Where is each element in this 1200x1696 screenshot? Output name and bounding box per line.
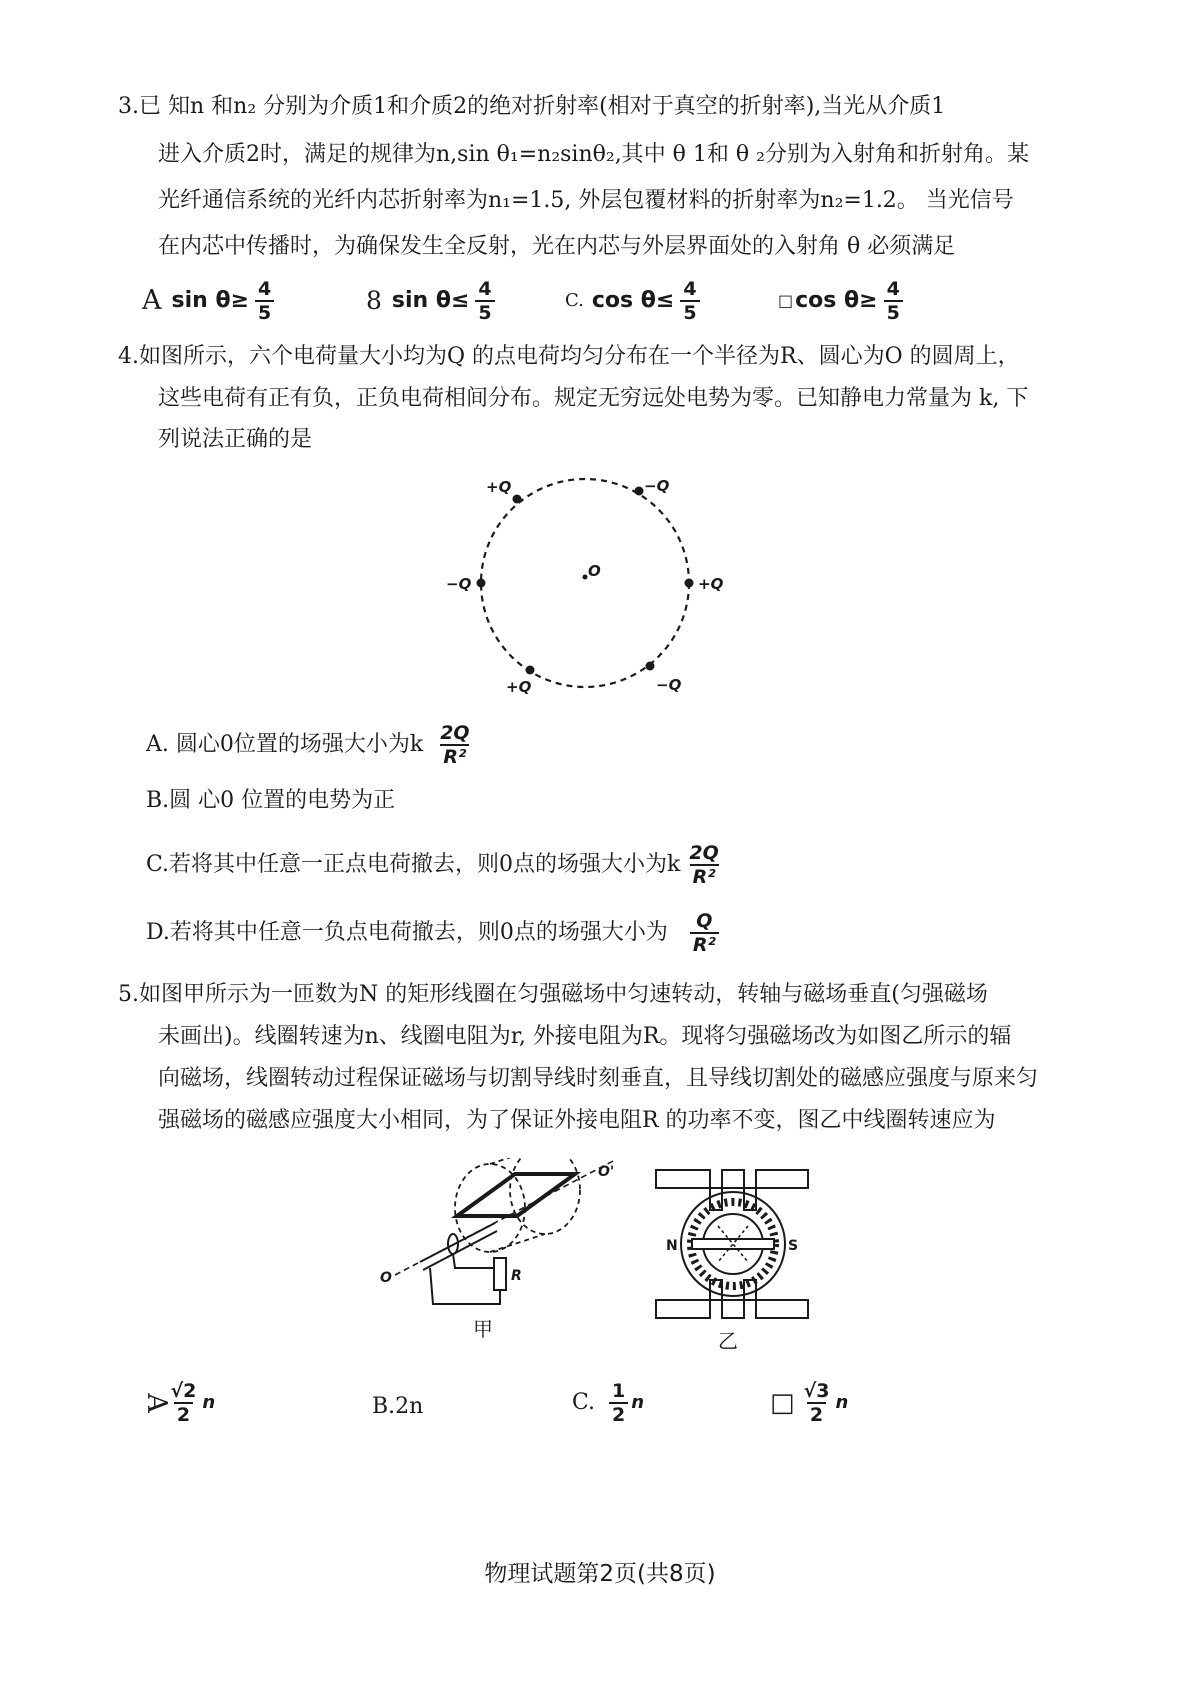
- q5-option-c[interactable]: [572, 1380, 644, 1426]
- fraction: $\frac{1}{2}$: [609, 1380, 628, 1426]
- option-label: □: [770, 1388, 795, 1418]
- fraction: $\frac{√2}{2}$: [170, 1380, 197, 1426]
- center-label: O: [588, 562, 601, 580]
- axle: [423, 1231, 497, 1270]
- fraction: $\frac{4}{5}$: [884, 278, 903, 324]
- coil-figure-jia: [375, 1158, 635, 1358]
- figure-label-jia: 甲: [473, 1317, 493, 1341]
- fraction: $\frac{√3}{2}$: [803, 1380, 830, 1426]
- q3-line-4: 在内芯中传播时，为确保发生全反射，光在内芯与外层界面处的入射角 θ 必须满足: [158, 234, 956, 259]
- q3-line-3: 光纤通信系统的光纤内芯折射率为n₁=1.5, 外层包覆材料的折射率为n₂=1.2。 当光信号: [158, 188, 1014, 213]
- option-expression: sin θ≤: [391, 288, 470, 313]
- fraction: $\frac{2Q}{\text{R²}}$: [689, 842, 719, 888]
- option-expression: cos θ≤: [591, 288, 675, 313]
- charge-label: +Q: [698, 575, 724, 593]
- option-text: B.圆 心0 位置的电势为正: [146, 788, 396, 813]
- q5-line-4: 强磁场的磁感应强度大小相同，为了保证外接电阻R 的功率不变，图乙中线圈转速应为: [158, 1108, 996, 1133]
- option-label: □: [778, 291, 794, 310]
- charge-circle-figure: [430, 470, 760, 700]
- q3-option-a[interactable]: [142, 278, 274, 324]
- resistor: [494, 1258, 506, 1290]
- option-expression: cos θ≥: [795, 288, 878, 313]
- axis-label-o-prime: O': [598, 1164, 615, 1180]
- figure-label-yi: 乙: [718, 1329, 738, 1353]
- option-text: A. 圆心0位置的场强大小为k: [146, 732, 424, 757]
- option-label: A: [142, 285, 162, 316]
- charge-dot: [477, 579, 486, 588]
- q5-line-1: 5.如图甲所示为一匝数为N 的矩形线圈在匀强磁场中匀速转动，转轴与磁场垂直(匀强磁场: [118, 982, 988, 1007]
- q3-line-1: 3.已 知n 和n₂ 分别为介质1和介质2的绝对折射率(相对于真空的折射率),当光从介质1: [118, 94, 946, 119]
- coil-bar: [692, 1239, 774, 1249]
- option-text: C.若将其中任意一正点电荷撤去，则0点的场强大小为k: [146, 852, 681, 877]
- q3-line-2: 进入介质2时，满足的规律为n,sin θ₁=n₂sinθ₂,其中 θ 1和 θ ₂分别为入射角和折射角。某: [158, 142, 1029, 167]
- wire: [453, 1254, 500, 1268]
- q4-option-c[interactable]: [146, 842, 722, 888]
- dashed-circle: [481, 479, 689, 687]
- fraction: $\frac{4}{5}$: [475, 278, 494, 324]
- option-label: C.: [572, 1390, 596, 1415]
- variable: n: [631, 1392, 645, 1413]
- q3-option-c[interactable]: [565, 278, 700, 324]
- fraction: $\frac{4}{5}$: [680, 278, 699, 324]
- option-expression: sin θ≥: [171, 288, 250, 313]
- fraction: $\frac{4}{5}$: [255, 278, 274, 324]
- charge-dot: [635, 487, 644, 496]
- charge-label: +Q: [506, 678, 532, 696]
- fraction: $\frac{2Q}{\text{R²}}$: [440, 722, 470, 768]
- q4-option-d[interactable]: [146, 910, 719, 956]
- q4-line-2: 这些电荷有正有负，正负电荷相间分布。规定无穷远处电势为零。已知静电力常量为 k, 下: [158, 386, 1029, 411]
- center-dot: [583, 575, 588, 580]
- cylinder-edge: [490, 1158, 545, 1164]
- q5-line-3: 向磁场，线圈转动过程保证磁场与切割导线时刻垂直，且导线切割处的磁感应强度与原来匀: [158, 1066, 1039, 1091]
- variable: n: [202, 1392, 216, 1413]
- q3-option-b[interactable]: [366, 278, 495, 324]
- charge-dot: [685, 579, 694, 588]
- resistor-label: R: [511, 1268, 522, 1284]
- option-text: D.若将其中任意一负点电荷撤去，则0点的场强大小为: [146, 920, 668, 945]
- radial-field-figure-yi: [648, 1140, 818, 1360]
- charge-dot: [513, 495, 522, 504]
- q4-line-3: 列说法正确的是: [158, 427, 313, 452]
- q4-line-1: 4.如图所示，六个电荷量大小均为Q 的点电荷均匀分布在一个半径为R、圆心为O 的圆周上，: [118, 344, 1020, 369]
- variable: n: [835, 1392, 849, 1413]
- north-pole-label: N: [666, 1238, 678, 1254]
- option-label: C.: [565, 290, 584, 311]
- magnet-yoke: [656, 1280, 808, 1318]
- q5-option-a[interactable]: [140, 1380, 216, 1426]
- q4-option-a[interactable]: [146, 722, 473, 768]
- south-pole-label: S: [788, 1238, 799, 1254]
- option-label: A: [140, 1393, 172, 1413]
- q3-option-d[interactable]: [778, 278, 903, 324]
- axis-label-o: O: [380, 1270, 392, 1286]
- wire: [430, 1268, 500, 1304]
- q4-option-b[interactable]: [146, 786, 395, 816]
- page-footer: 物理试题第2页(共8页): [484, 1561, 716, 1587]
- coil: [457, 1174, 575, 1216]
- q5-option-d[interactable]: [770, 1380, 848, 1426]
- charge-dot: [646, 662, 655, 671]
- q5-line-2: 未画出)。线圈转速为n、线圈电阻为r, 外接电阻为R。现将匀强磁场改为如图乙所示的辐: [158, 1024, 1012, 1049]
- option-label: 8: [366, 286, 382, 315]
- charge-dot: [526, 666, 535, 675]
- option-label: B.2n: [372, 1394, 424, 1419]
- charge-label: +Q: [486, 478, 512, 496]
- charge-label: −Q: [446, 575, 472, 593]
- charge-label: −Q: [656, 676, 682, 694]
- charge-label: −Q: [644, 477, 670, 495]
- q5-option-b[interactable]: [372, 1392, 423, 1422]
- fraction: $\frac{Q}{\text{R²}}$: [690, 910, 719, 956]
